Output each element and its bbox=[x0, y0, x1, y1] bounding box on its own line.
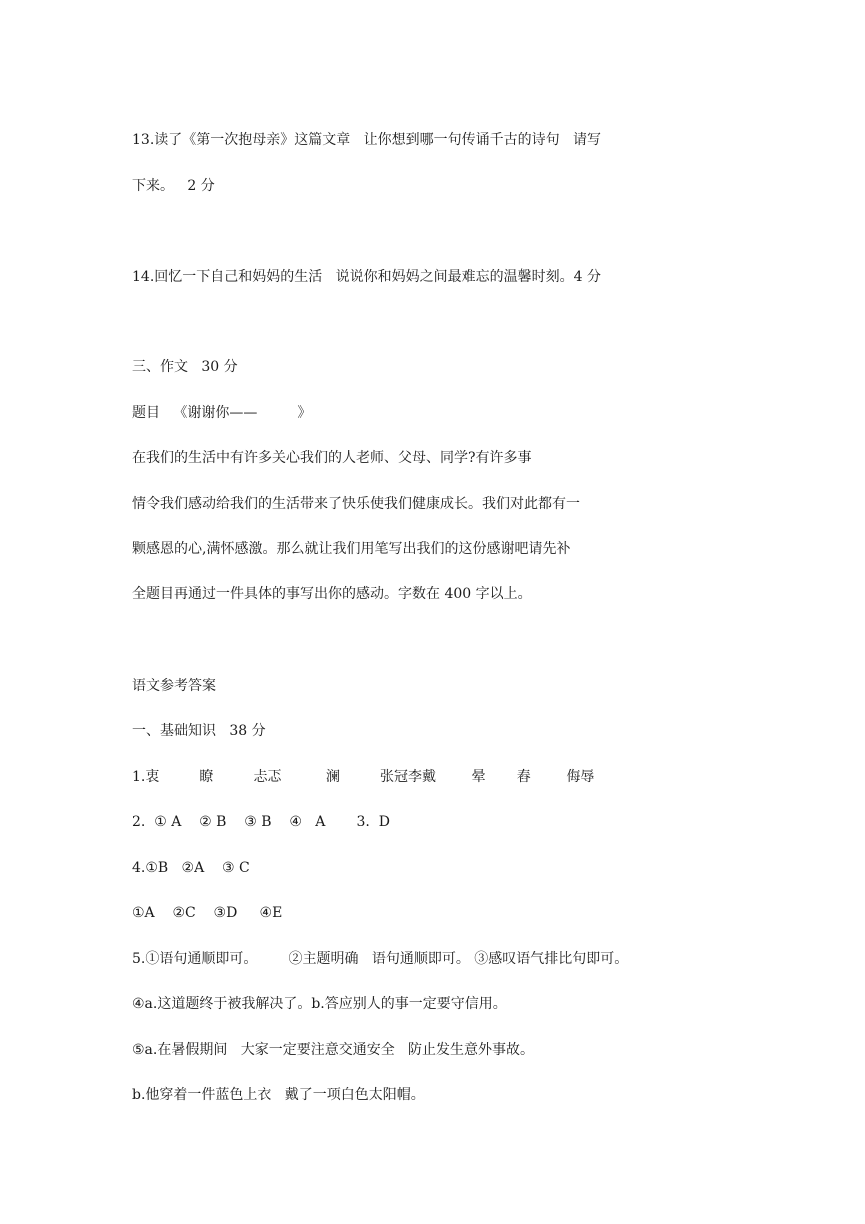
answer-5-4: ④a.这道题终于被我解决了。b.答应别人的事一定要守信用。 bbox=[132, 996, 507, 1012]
question-13-line-1: 13.读了《第一次抱母亲》这篇文章 让你想到哪一句传诵千古的诗句 请写 bbox=[132, 132, 601, 148]
essay-prompt-line-3: 颗感恩的心,满怀感激。那么就让我们用笔写出我们的这份感谢吧请先补 bbox=[132, 541, 571, 557]
answer-4a: 4.①B ②A ③ C bbox=[132, 860, 250, 876]
answer-1: 1.衷 瞭 忐忑 澜 张冠李戴 晕 舂 侮辱 bbox=[132, 769, 595, 785]
section-3-heading: 三、作文 30 分 bbox=[132, 359, 238, 375]
answer-key-heading: 语文参考答案 bbox=[132, 678, 216, 694]
answer-5-5a: ⑤a.在暑假期间 大家一定要注意交通安全 防止发生意外事故。 bbox=[132, 1042, 535, 1058]
essay-title: 题目 《谢谢你—— 》 bbox=[132, 405, 312, 421]
question-13-line-2: 下来。 2 分 bbox=[132, 178, 215, 194]
answer-5: 5.①语句通顺即可。 ②主题明确 语句通顺即可。 ③感叹语气排比句即可。 bbox=[132, 951, 629, 967]
answer-2-3: 2. ① A ② B ③ B ④ A 3. D bbox=[132, 814, 390, 830]
essay-prompt-line-4: 全题目再通过一件具体的事写出你的感动。字数在 400 字以上。 bbox=[132, 586, 532, 602]
question-14: 14.回忆一下自己和妈妈的生活 说说你和妈妈之间最难忘的温馨时刻。4 分 bbox=[132, 269, 601, 285]
essay-prompt-line-1: 在我们的生活中有许多关心我们的人老师、父母、同学?有许多事 bbox=[132, 450, 532, 466]
answer-5-5b: b.他穿着一件蓝色上衣 戴了一项白色太阳帽。 bbox=[132, 1087, 425, 1103]
answer-section-1-heading: 一、基础知识 38 分 bbox=[132, 723, 266, 739]
answer-4b: ①A ②C ③D ④E bbox=[132, 905, 283, 921]
essay-prompt-line-2: 情令我们感动给我们的生活带来了快乐使我们健康成长。我们对此都有一 bbox=[132, 496, 580, 512]
